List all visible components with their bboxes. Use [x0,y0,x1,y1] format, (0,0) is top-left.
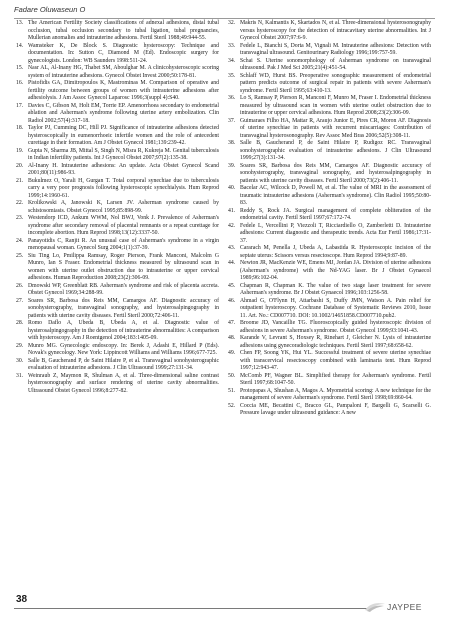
reference-number: 30. [16,357,24,364]
reference-entry [228,245,431,260]
reference-number: 45. [228,282,236,289]
reference-number: 52. [228,402,236,409]
reference-number: 49. [228,350,236,356]
reference-entry [16,20,219,43]
reference-text: Taylor PJ, Cumming DC, Hill PJ. Significance of intrauterine adhesions detected hysteroscopically in eumenorrhoeic infertile women and the role of antecedent curettage in their formation. Am J Obstet Gynecol 1981;139:239-42. [28,125,219,146]
reference-entry [16,238,219,253]
reference-entry [228,208,431,223]
reference-entry [16,80,219,103]
reference-text: Reddy S, Rock JA. Surgical management of complete obliteration of the endometrial cavity. Fertil Steril 1997;67:172-74. [240,207,431,221]
reference-text: Karande V, Levrant S, Hoxsey R, Rinehart J, Gleicher N. Lysis of intrauterine adhesions using gynecoradiologic techniques. Fertil Steril 1997;68:658-62. [240,335,431,349]
reference-text: McComb PF, Wagner BL. Simplified therapy for Asherman's syndrome. Fertil Steril 1997;68:1047-50. [240,372,431,386]
reference-entry [228,403,431,418]
reference-entry [228,163,431,186]
reference-entry [228,185,431,208]
reference-entry [228,20,431,43]
reference-text: Guimaraes Filho HA, Mattar R, Araujo Junior E, Pires CR, Moron AF. Diagnosis of uterine synechiae in patients with recurrent miscarriages: Contribution of transvaginal hysterosonography. Rev Assoc Med Bras 2006;52(5):308-11. [240,117,431,139]
reference-number: 29. [16,342,24,349]
header-rule [14,18,435,19]
reference-number: 48. [228,335,236,341]
reference-text: Davies C, Gibson M, Holt EM, Torrie EP. Amenorrhoea secondary to endometrial ablation and Asherman's syndrome following uterine artery embolization. Clin Radiol 2002;57(4):317-18. [28,102,219,124]
reference-entry [228,335,431,350]
reference-number: 14. [16,42,24,49]
reference-entry [228,388,431,403]
page-number: 38 [16,594,28,605]
reference-number: 34. [228,57,236,64]
reference-text: Weinraub Z, Maymon R, Shulman A, et al. Three-dimensional saline contrast hysterosonography and surface rendering of uterine cavity abnormalities. Ultrasound Obstet Gynecol 1996;8:277-82. [28,372,219,394]
reference-entry [228,260,431,283]
reference-number: 17. [16,102,24,109]
reference-number: 37. [228,117,236,124]
reference-number: 22. [16,200,24,206]
reference-number: 50. [228,372,236,379]
reference-text: Broome JD, Vancaillie TG. Fluoroscopically guided hysteroscopic division of adhesions in severe Asherman's syndrome. Obstet Gynecol 1999;93:1041-43. [240,320,431,334]
reference-number: 41. [228,207,236,214]
references-right-column [228,20,431,418]
reference-entry [16,103,219,126]
footer-rule [14,608,370,609]
reference-text: Makris N, Kalmantis K, Skartados N, et al. Three-dimensional hysterosonography versus hysteroscopy for the detection of intracavitary uterine abnormalities. Int J Gynecol Obstet 2007;97:6-9. [240,20,431,41]
reference-text: Soares SR, Barbosa dos Reis MM, Camargos AF. Diagnostic accuracy of sonohysterography, transvaginal sonography, and hysterosalpingography in patients with uterine cavity diseases. Fertil Steril 2000;72:406-11. [28,297,219,319]
reference-text: Chen FP, Soong YK, Hui YL. Successful treatment of severe uterine synechiae with transcervical resectoscopy combined with laminaria tent. Hum Reprod 1997;12:943-47. [240,350,431,371]
reference-number: 44. [228,260,236,266]
reference-text: Cararach M, Penella J, Ubeda A, Labastida R. Hysteroscopic incision of the septate uterus: Scissors versus resectoscope. Hum Reprod 1994;9:87-89. [240,245,431,259]
reference-text: Gupta N, Sharma JB, Mittal S, Singh N, Misra R, Kukreja M. Genital tuberculosis in Indian infertility patients. Int J Gynecol Obstet 2007;97(2):135-38. [28,147,219,161]
reference-text: Chapman R, Chapman K. The value of two stage laser treatment for severe Asherman's syndrome. Br J Obstet Gynaecol 1996;103:1256-58. [240,282,431,296]
reference-number: 47. [228,320,236,326]
publisher-logo [364,600,434,614]
reference-text: Protopapas A, Shushan A, Magos A. Myometrial scoring: A new technique for the management of severe Asherman's syndrome. Fertil Steril 1998;69:860-64. [240,387,431,401]
reference-entry [228,373,431,388]
reference-entry [16,283,219,298]
reference-entry [16,215,219,238]
reference-text: Al-Inany H. Intrauterine adhesions: An update. Acta Obstet Gynecol Scand 2001;80(11):986-93. [28,162,219,176]
running-header: Fadare Oluwaseun O [14,5,86,14]
reference-text: Schai S. Uterine sonomorphology of Asherman syndrome on transvaginal ultrasound. Pak J Med Sci 2005;21(4):451-54. [240,57,431,71]
reference-entry [228,58,431,73]
reference-number: 40. [228,185,236,191]
reference-entry [228,43,431,58]
reference-number: 43. [228,245,236,251]
reference-entry [16,320,219,343]
references-left-column [16,20,219,395]
reference-entry [228,118,431,141]
reference-entry [16,358,219,373]
reference-text: Salle B, Gaucherand P, de Saint Hilaire P, et al. Transvaginal sonohysterographic evaluation of intrauterine adhesions. J Clin Ultrasound 1999;27:131-34. [28,357,219,371]
reference-entry [228,73,431,96]
reference-entry [16,253,219,283]
reference-text: Coccia ME, Becattini C, Bracco GL, Pampaloni F, Bargelli G, Scarselli G. Pressure lavage under ultrasound guidance: A new [240,402,431,416]
reference-number: 20. [16,162,24,169]
reference-number: 19. [16,147,24,154]
reference-text: Fedele L, Bianchi S, Dorta M, Vignali M. Intrauterine adhesions: Detection with transvaginal ultrasound. Genitourinary Radiology 1996;199:757-59. [240,42,431,56]
reference-text: Schlaff WD, Hurst BS. Preoperative sonographic measurement of endometrial pattern predicts outcome of surgical repair in patients with severe Asherman's syndrome. Fertil Steril 1995;63:410-13. [240,72,431,94]
reference-entry [16,343,219,358]
reference-number: 25. [16,252,24,259]
reference-number: 21. [16,177,24,184]
reference-text: Pistofidis GA, Dimitropoulos K, Mastrominas M. Comparison of operative and fertility outcome between groups of women with intrauterine adhesions after adhesiolysis. J Am Assoc Gynecol Laparosc 1996;3(suppl 4):S40. [28,80,219,101]
reference-number: 24. [16,237,24,244]
reference-entry [16,298,219,321]
reference-entry [16,200,219,215]
reference-entry [16,43,219,66]
reference-text: Bacelar AC, Wilcock D, Powell M, et al. The value of MRI in the assessment of traumatic intrauterine adhesions (Asherman's syndrome). Clin Radiol 1995;50:80-83. [240,185,431,206]
reference-number: 27. [16,297,24,304]
reference-text: Soares SR, Barbosa dos Reis MM, Camargos AF. Diagnostic accuracy of sonohysterography, transvaginal sonography, and hysterosalpingography in patients with uterine cavity diseases. Fertil Steril 2000;73(2):406-11. [240,162,431,184]
reference-number: 33. [228,42,236,49]
reference-entry [228,140,431,163]
reference-number: 23. [16,215,24,221]
reference-text: Siu Ting Lo, Pmilippa Ramsay, Roger Pierson, Frank Manconi, Malcolm G Munro, Ian S Fraser. Endometrial thickness measured by ultrasound scan in women with uterine outlet obstruction due to intrauterine or upper cervical adhesions. Human Reproduction 2008;23(2):306-09. [28,252,219,281]
reference-number: 32. [228,20,236,26]
reference-entry [228,320,431,335]
reference-number: 38. [228,140,236,146]
reference-entry [16,148,219,163]
reference-text: The American Fertility Society classifications of adnexal adhesions, distal tubal occlusion, tubal occlusion secondary to tubal ligation, tubal pregnancies, Mullerian anomalies and intrauterine adhesions. Fertil Steril 1988;49:944-55. [28,20,219,41]
reference-entry [228,95,431,118]
reference-number: 16. [16,80,24,86]
publisher-name: JAYPEE [387,602,422,612]
reference-number: 35. [228,72,236,79]
reference-entry [16,125,219,148]
reference-entry [16,65,219,80]
reference-text: Salle B, Gaucherand P, de Saint Hilaire P, Rudigoz RC. Transvaginal sonohysterographic evaluation of intrauterine adhesions. J Clin Ultrasound 1999;27(3):131-34. [240,140,431,161]
reference-text: Krolikowski A, Janowski K, Larsen JV. Asherman syndrome caused by schistosomiasis. Obstet Gynecol 1995;85:898-99. [28,200,219,214]
reference-entry [228,223,431,246]
reference-text: Nasr AL, Al-Inany HG, Thabet SM, Aboulghar M. A clinicohysteroscopic scoring system of intrauterine adhesions. Gynecol Obstet Invest 2000;50:178-81. [28,65,219,79]
reference-number: 42. [228,222,236,229]
reference-number: 13. [16,20,24,26]
reference-text: Romo Daflo A, Ubeda B, Ubeda A, et al. Diagnostic value of hysterosalpingography in the detection of intrauterine abnormalities: A comparison with hysteroscopy. Am J Roentgenol 2004;183:1405-09. [28,320,219,341]
reference-number: 28. [16,320,24,326]
reference-entry [228,283,431,298]
reference-entry [228,350,431,373]
reference-number: 39. [228,162,236,169]
reference-text: Ahmad G, O'Flynn H, Attarbashi S, Duffy JMN, Watson A. Pain relief for outpatient hysteroscopy. Cochrane Database of Systematic Reviews 2010, Issue 11. Art. No.: CD007710. DOI: 10.1002/14651858.CD007710.pub2. [240,297,431,319]
reference-number: 46. [228,297,236,304]
reference-number: 36. [228,95,236,101]
reference-text: Dmowski WP, Greenblatt RB. Asherman's syndrome and risk of placenta accreta. Obstet Gynecol 1969;34:288-99. [28,282,219,296]
reference-text: Fedele L, Vercellini P, Viezzoli T, Ricciardiello O, Zamberletti D. Intrauterine adhesions: Current diagnostic and therapeutic trends. Acta Eur Fertil 1986;17:31-37. [240,222,431,244]
reference-number: 15. [16,65,24,71]
reference-number: 51. [228,387,236,394]
reference-text: Bukulmez O, Yarali H, Gurgan T. Total corporal synechiae due to tuberculosis carry a very poor prognosis following hysteroscopic synechialysis. Hum Reprod 1999;14:1960-61. [28,177,219,199]
reference-text: Lo S, Ramsay P, Pierson R, Manconi F, Munro M, Fraser I. Endometrial thickness measured by ultrasound scan in women with uterine outlet obstruction due to intrauterine or upper cervical adhesions. Hum Reprod 2008;23(2):306-09. [240,95,431,116]
reference-number: 31. [16,372,24,379]
reference-text: Panayotidis C, Ranjit R. An unusual case of Asherman's syndrome in a virgin menopausal woman. Gynecol Surg 2004;1(1):37-39. [28,237,219,251]
reference-number: 18. [16,125,24,131]
reference-text: Wamsteker K, De Block S. Diagnostic hysteroscopy: Technique and documentation. In: Sutton C, Diamond M (Ed). Endoscopic surgery for gynecologists. London: WB Saunders 1998:511-24. [28,42,219,64]
reference-entry [16,163,219,178]
jaypee-swoosh-icon [364,601,386,613]
reference-text: Westendorp ICD, Ankum WWM, Nol BWJ, Vonk J. Prevalence of Asherman's syndrome after secondary removal of placental remnants or a repeat curettage for incomplete abortion. Hum Reprod 1998;13(12):3337-50. [28,215,219,236]
reference-entry [228,298,431,321]
reference-text: Newton JR, MacKenzie WE, Emens MJ, Jordan JA. Division of uterine adhesions (Asherman's syndrome) with the Nd-YAG laser. Br J Obstet Gynaecol 1989;96:102-04. [240,260,431,281]
reference-entry [16,373,219,396]
reference-text: Munro MG. Gynecologic endoscopy. In: Berek J, Adashi E, Hillard P (Eds). Novak's gynecology. New York: Lippincott Williams and Williams 1996;677-725. [28,342,219,356]
reference-entry [16,178,219,201]
reference-number: 26. [16,282,24,289]
